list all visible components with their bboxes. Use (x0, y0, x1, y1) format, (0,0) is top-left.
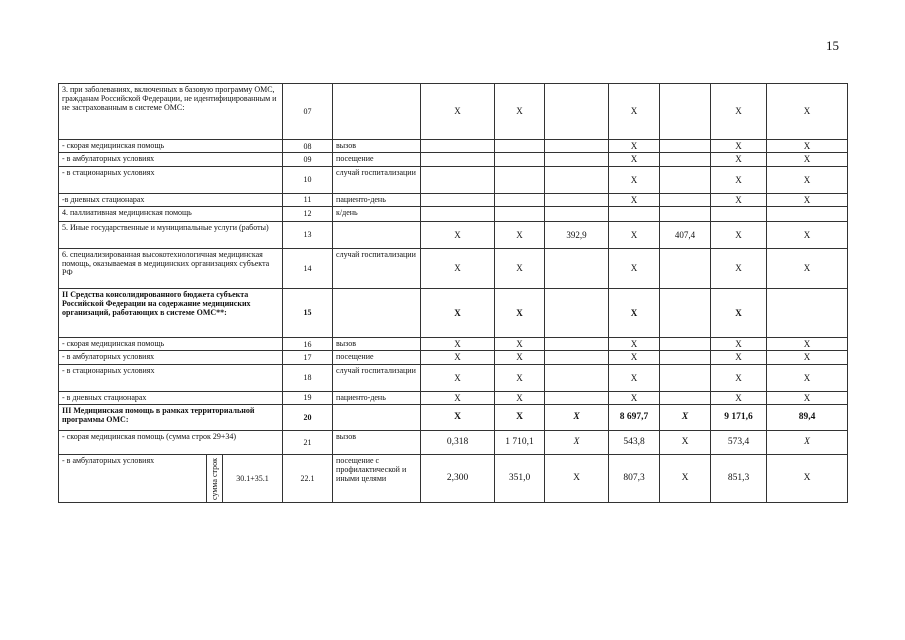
row-unit: посещение (333, 351, 421, 364)
value-cell: X (609, 166, 660, 193)
row-name: - в амбулаторных условиях (59, 153, 283, 166)
row-name: III Медицинская помощь в рамках территориальной программы ОМС: (59, 405, 283, 431)
value-cell: X (711, 193, 767, 206)
value-cell (660, 289, 711, 338)
row-code: 13 (283, 222, 333, 249)
row-code: 12 (283, 207, 333, 222)
row-name: 3. при заболеваниях, включенных в базовую программу ОМС, гражданам Российской Федерации, не идентифицированным и не застрахованным в системе ОМС: (59, 84, 283, 140)
table-row (59, 193, 848, 206)
value-cell (545, 140, 609, 153)
table-row (59, 338, 848, 351)
value-cell: 0,318 (421, 431, 495, 455)
value-cell: X (711, 249, 767, 289)
table-row (59, 289, 848, 338)
value-cell: X (609, 84, 660, 140)
row-code: 20 (283, 405, 333, 431)
table-row (59, 364, 848, 391)
value-cell: X (609, 391, 660, 404)
value-cell: X (495, 405, 545, 431)
value-cell (545, 289, 609, 338)
value-cell: 9 171,6 (711, 405, 767, 431)
row-name: - в дневных стационарах (59, 391, 283, 404)
value-cell: X (767, 84, 848, 140)
value-cell: 89,4 (767, 405, 848, 431)
row-code: 10 (283, 166, 333, 193)
value-cell: X (421, 289, 495, 338)
value-cell: 807,3 (609, 455, 660, 503)
value-cell (609, 207, 660, 222)
row-code: 16 (283, 338, 333, 351)
table-row (59, 405, 848, 431)
table-row (59, 140, 848, 153)
row-unit: посещение (333, 153, 421, 166)
value-cell (545, 338, 609, 351)
value-cell (660, 207, 711, 222)
value-cell: X (609, 289, 660, 338)
row-code: 08 (283, 140, 333, 153)
value-cell: X (767, 351, 848, 364)
row-name: 6. специализированная высокотехнологичная медицинская помощь, оказываемая в медицинских организациях субъекта РФ (59, 249, 283, 289)
value-cell: 351,0 (495, 455, 545, 503)
value-cell: X (711, 222, 767, 249)
row-unit: пациенто-день (333, 391, 421, 404)
table-row (59, 166, 848, 193)
value-cell (660, 364, 711, 391)
row-code: 17 (283, 351, 333, 364)
value-cell: X (421, 391, 495, 404)
table-row (59, 351, 848, 364)
value-cell: 2,300 (421, 455, 495, 503)
vertical-label-cell (207, 455, 223, 503)
row-unit: вызов (333, 338, 421, 351)
table-row (59, 249, 848, 289)
value-cell: X (767, 153, 848, 166)
value-cell: X (545, 455, 609, 503)
value-cell: X (495, 351, 545, 364)
value-cell (660, 153, 711, 166)
row-code: 07 (283, 84, 333, 140)
value-cell: 8 697,7 (609, 405, 660, 431)
value-cell: X (711, 140, 767, 153)
row-unit: к/день (333, 207, 421, 222)
value-cell: 1 710,1 (495, 431, 545, 455)
value-cell: 407,4 (660, 222, 711, 249)
value-cell (711, 207, 767, 222)
row-unit: посещение с профилактической и иными целями (333, 455, 421, 503)
row-name: 5. Иные государственные и муниципальные услуги (работы) (59, 222, 283, 249)
row-code: 18 (283, 364, 333, 391)
table-row (59, 391, 848, 404)
row-unit: вызов (333, 140, 421, 153)
value-cell: X (421, 338, 495, 351)
value-cell: 851,3 (711, 455, 767, 503)
value-cell: X (421, 84, 495, 140)
value-cell: X (545, 431, 609, 455)
row-code: 09 (283, 153, 333, 166)
value-cell: 392,9 (545, 222, 609, 249)
row-unit (333, 84, 421, 140)
value-cell: X (495, 391, 545, 404)
row-code: 15 (283, 289, 333, 338)
value-cell: X (545, 405, 609, 431)
value-cell (545, 153, 609, 166)
value-cell (495, 153, 545, 166)
row-name: - скорая медицинская помощь (59, 140, 283, 153)
value-cell: X (609, 140, 660, 153)
value-cell (421, 193, 495, 206)
value-cell: X (711, 153, 767, 166)
value-cell: X (711, 166, 767, 193)
row-unit (333, 222, 421, 249)
row-code: 22.1 (283, 455, 333, 503)
value-cell (660, 166, 711, 193)
value-cell (421, 166, 495, 193)
value-cell: X (767, 455, 848, 503)
value-cell: X (609, 351, 660, 364)
row-name: -в дневных стационарах (59, 193, 283, 206)
value-cell: X (421, 222, 495, 249)
value-cell (495, 207, 545, 222)
value-cell: X (660, 431, 711, 455)
value-cell (660, 84, 711, 140)
value-cell: X (767, 364, 848, 391)
value-cell: X (767, 338, 848, 351)
value-cell: X (495, 84, 545, 140)
value-cell (495, 193, 545, 206)
value-cell (495, 140, 545, 153)
row-unit: пациенто-день (333, 193, 421, 206)
value-cell: X (711, 364, 767, 391)
table-row (59, 222, 848, 249)
value-cell: X (767, 391, 848, 404)
value-cell: X (421, 405, 495, 431)
value-cell: X (767, 431, 848, 455)
value-cell: X (767, 222, 848, 249)
value-cell (767, 289, 848, 338)
value-cell: X (609, 338, 660, 351)
value-cell (545, 364, 609, 391)
value-cell: X (767, 140, 848, 153)
value-cell (767, 207, 848, 222)
table-row (59, 84, 848, 140)
value-cell (545, 84, 609, 140)
row-unit: случай госпитализации (333, 364, 421, 391)
value-cell: X (767, 193, 848, 206)
financing-table (58, 83, 848, 503)
value-cell: X (495, 249, 545, 289)
value-cell: X (609, 222, 660, 249)
value-cell (660, 351, 711, 364)
value-cell (545, 249, 609, 289)
value-cell (421, 153, 495, 166)
row-code: 11 (283, 193, 333, 206)
value-cell: X (609, 364, 660, 391)
table-row (59, 431, 848, 455)
value-cell: X (711, 84, 767, 140)
row-code: 21 (283, 431, 333, 455)
value-cell (421, 207, 495, 222)
value-cell: 543,8 (609, 431, 660, 455)
value-cell (545, 391, 609, 404)
value-cell: X (711, 391, 767, 404)
value-cell: X (767, 166, 848, 193)
value-cell (660, 249, 711, 289)
row-unit: случай госпитализации (333, 166, 421, 193)
value-cell: 573,4 (711, 431, 767, 455)
value-cell: X (421, 364, 495, 391)
value-cell (545, 193, 609, 206)
row-unit (333, 405, 421, 431)
value-cell: X (711, 289, 767, 338)
vertical-label: сумма строк (210, 457, 219, 500)
row-name: - скорая медицинская помощь (сумма строк 29+34) (59, 431, 283, 455)
row-name: - в амбулаторных условиях (59, 351, 283, 364)
value-cell: X (421, 249, 495, 289)
row-name: - в амбулаторных условиях (59, 455, 207, 503)
row-formula: 30.1+35.1 (223, 455, 283, 503)
value-cell: X (609, 249, 660, 289)
row-unit (333, 289, 421, 338)
value-cell: X (495, 222, 545, 249)
value-cell (545, 207, 609, 222)
value-cell: X (711, 351, 767, 364)
value-cell: X (767, 249, 848, 289)
value-cell (660, 193, 711, 206)
table-row (59, 153, 848, 166)
value-cell (660, 338, 711, 351)
row-name: - в стационарных условиях (59, 166, 283, 193)
value-cell: X (495, 338, 545, 351)
row-code: 19 (283, 391, 333, 404)
value-cell: X (711, 338, 767, 351)
value-cell (660, 391, 711, 404)
row-code: 14 (283, 249, 333, 289)
row-unit: вызов (333, 431, 421, 455)
table-row (59, 207, 848, 222)
value-cell: X (609, 153, 660, 166)
value-cell (545, 351, 609, 364)
value-cell (660, 140, 711, 153)
value-cell: X (609, 193, 660, 206)
value-cell: X (660, 405, 711, 431)
value-cell (495, 166, 545, 193)
row-name: - скорая медицинская помощь (59, 338, 283, 351)
page-number: 15 (826, 38, 839, 53)
value-cell: X (495, 289, 545, 338)
row-unit: случай госпитализации (333, 249, 421, 289)
row-name: 4. паллиативная медицинская помощь (59, 207, 283, 222)
value-cell: X (660, 455, 711, 503)
row-name: - в стационарных условиях (59, 364, 283, 391)
value-cell (421, 140, 495, 153)
value-cell: X (495, 364, 545, 391)
value-cell: X (421, 351, 495, 364)
value-cell (545, 166, 609, 193)
table-row (59, 455, 848, 503)
row-name: II Средства консолидированного бюджета субъекта Российской Федерации на содержание медицинских организаций, работающих в системе ОМС**: (59, 289, 283, 338)
